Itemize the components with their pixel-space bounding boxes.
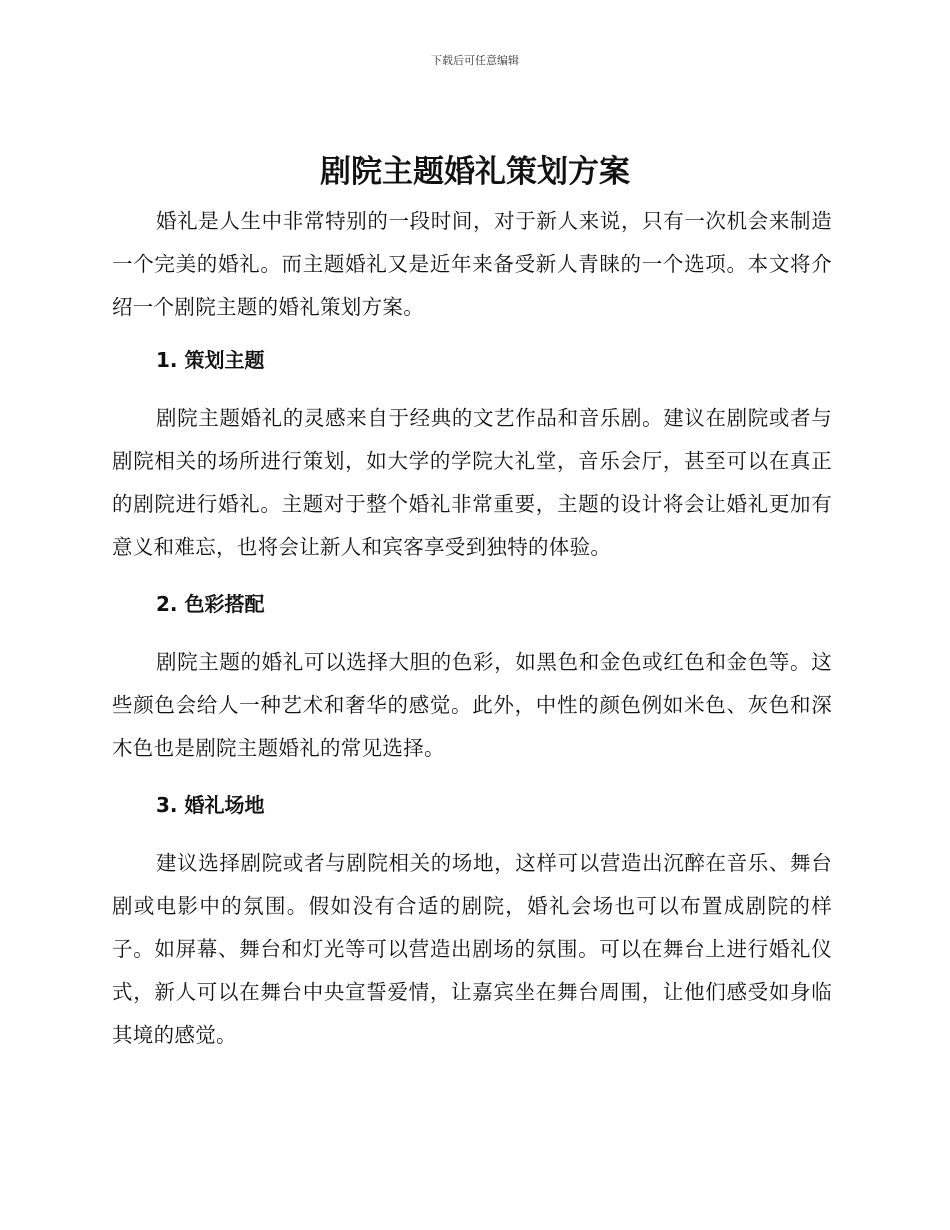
intro-paragraph: 婚礼是人生中非常特别的一段时间，对于新人来说，只有一次机会来制造一个完美的婚礼。而主题婚礼又是近年来备受新人青睐的一个选项。本文将介绍一个剧院主题的婚礼策划方案。 <box>112 209 832 319</box>
document-title: 剧院主题婚礼策划方案 <box>320 154 630 190</box>
document-body <box>112 200 832 1057</box>
section-heading-venue: 3. 婚礼场地 <box>156 793 265 817</box>
section-body-colors: 剧院主题的婚礼可以选择大胆的色彩，如黑色和金色或红色和金色等。这些颜色会给人一种艺术和奢华的感觉。此外，中性的颜色例如米色、灰色和深木色也是剧院主题婚礼的常见选择。 <box>112 650 832 760</box>
section-body-theme: 剧院主题婚礼的灵感来自于经典的文艺作品和音乐剧。建议在剧院或者与剧院相关的场所进行策划，如大学的学院大礼堂，音乐会厅，甚至可以在真正的剧院进行婚礼。主题对于整个婚礼非常重要，主题的设计将会让婚礼更加有意义和难忘，也将会让新人和宾客享受到独特的体验。 <box>112 406 832 559</box>
section-heading-colors: 2. 色彩搭配 <box>156 592 265 616</box>
section-heading-theme: 1. 策划主题 <box>156 348 265 372</box>
page-header-note: 下载后可任意编辑 <box>431 54 519 67</box>
section-body-venue: 建议选择剧院或者与剧院相关的场地，这样可以营造出沉醉在音乐、舞台剧或电影中的氛围。假如没有合适的剧院，婚礼会场也可以布置成剧院的样子。如屏幕、舞台和灯光等可以营造出剧场的氛围。可以在舞台上进行婚礼仪式，新人可以在舞台中央宣誓爱情，让嘉宾坐在舞台周围，让他们感受如身临其境的感觉。 <box>112 851 832 1047</box>
